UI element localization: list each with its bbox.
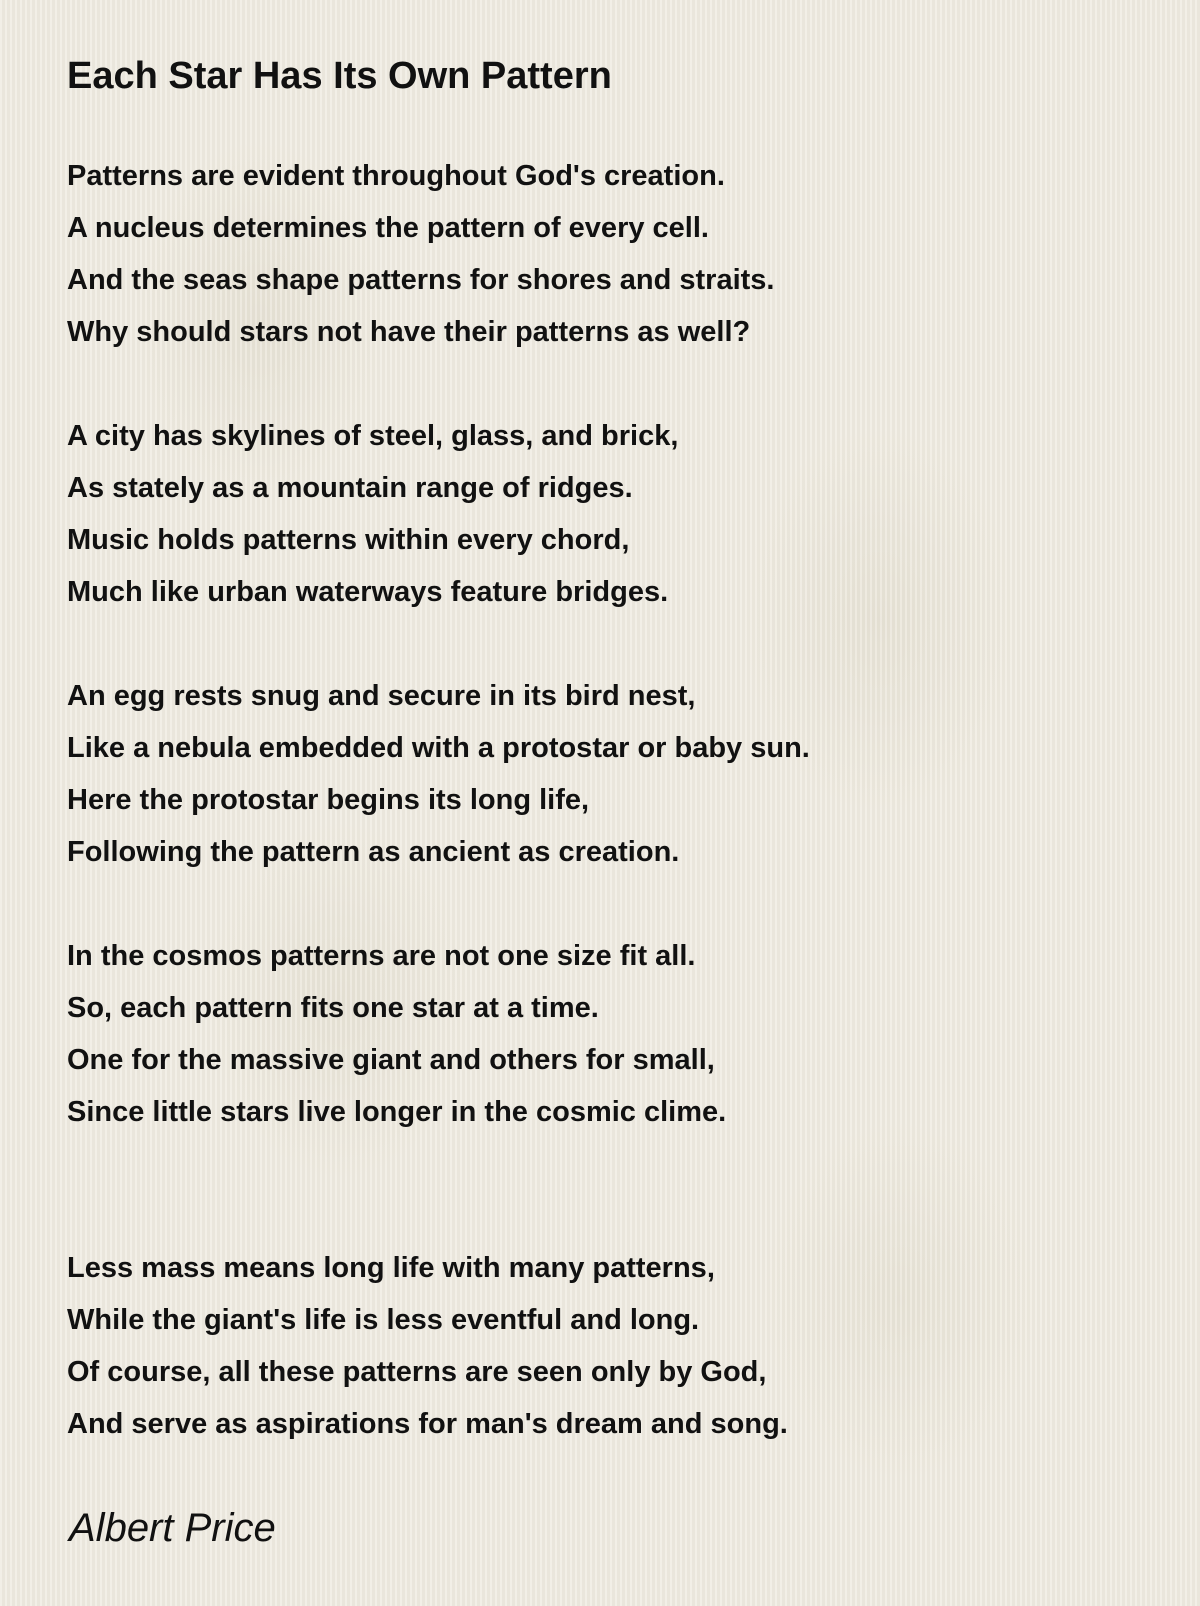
poem-line: Of course, all these patterns are seen only by God, [67,1356,767,1388]
poem-line: As stately as a mountain range of ridges. [67,472,633,504]
stanza-4 [67,930,1127,1138]
poem-line: A city has skylines of steel, glass, and brick, [67,420,679,452]
poem-line: Why should stars not have their patterns as well? [67,316,751,348]
poem-line: In the cosmos patterns are not one size fit all. [67,940,696,972]
stanza-2 [67,410,1127,618]
poem-body [67,150,1127,1450]
poem-line: A nucleus determines the pattern of every cell. [67,212,709,244]
poem-line: One for the massive giant and others for small, [67,1044,715,1076]
stanza-1 [67,150,1127,358]
poem-line: So, each pattern fits one star at a time. [67,992,599,1024]
poem-page [67,0,1147,1606]
poem-line: And serve as aspirations for man's dream and song. [67,1408,788,1440]
poem-author: Albert Price [69,1506,276,1550]
poem-line: Following the pattern as ancient as creation. [67,836,680,868]
poem-line: While the giant's life is less eventful and long. [67,1304,700,1336]
poem-title: Each Star Has Its Own Pattern [67,55,612,97]
poem-line: And the seas shape patterns for shores and straits. [67,264,775,296]
stanza-5 [67,1242,1127,1450]
poem-line: Since little stars live longer in the cosmic clime. [67,1096,727,1128]
poem-line: Much like urban waterways feature bridges. [67,576,669,608]
poem-line: Less mass means long life with many patterns, [67,1252,715,1284]
poem-line: Music holds patterns within every chord, [67,524,630,556]
poem-line: Like a nebula embedded with a protostar or baby sun. [67,732,810,764]
stanza-3 [67,670,1127,878]
poem-line: An egg rests snug and secure in its bird nest, [67,680,696,712]
poem-line: Patterns are evident throughout God's creation. [67,160,725,192]
poem-line: Here the protostar begins its long life, [67,784,590,816]
